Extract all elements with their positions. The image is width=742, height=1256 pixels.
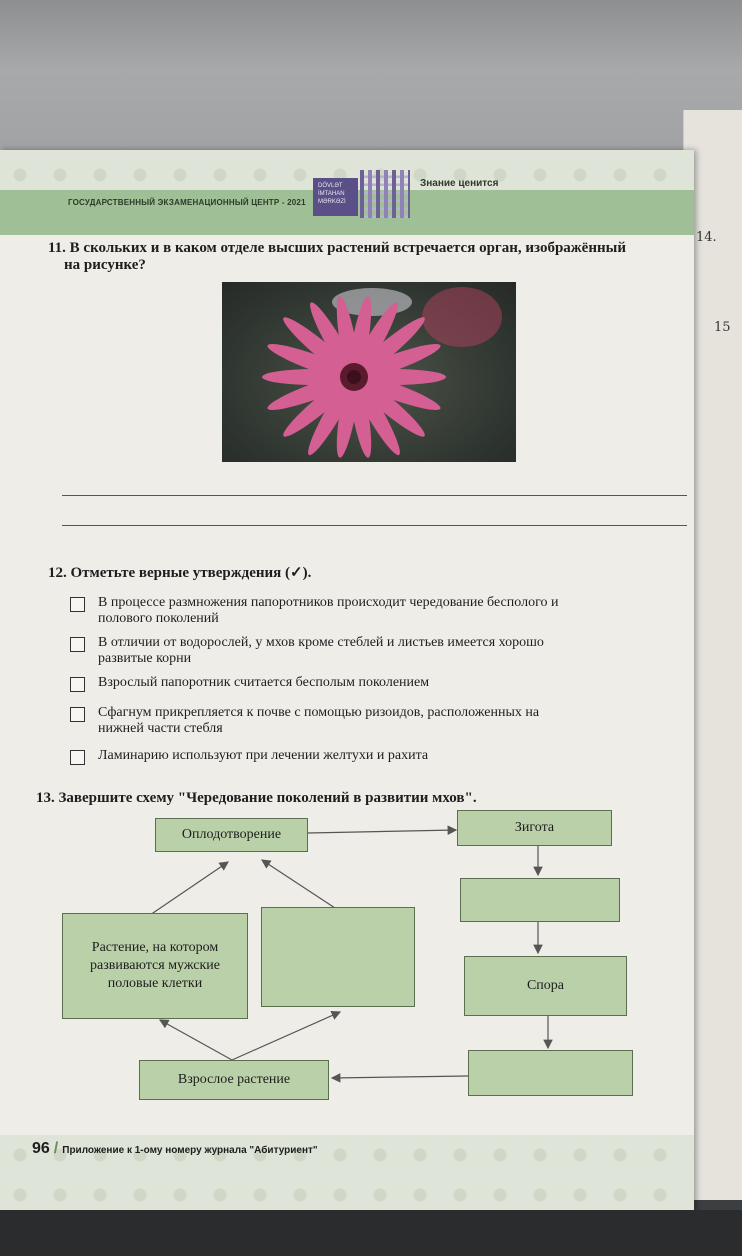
q11-title-line: 11. В скольких и в каком отделе высших растений встречается орган, изображённый: [48, 240, 626, 256]
box-blank-protonema[interactable]: [468, 1050, 633, 1096]
statement-line: развитые корни: [98, 651, 192, 666]
box-line: Растение, на котором: [91, 940, 219, 955]
statement-line: В отличии от водорослей, у мхов кроме стеблей и листьев имеется хорошо: [98, 635, 544, 650]
logo-line: İMTAHAN: [318, 191, 345, 197]
background-cloth: [0, 0, 742, 175]
box-zygote: Зигота: [457, 810, 612, 846]
footer-text: Приложение к 1-ому номеру журнала "Абитуриент": [62, 1145, 318, 1156]
table-surface: [0, 1210, 742, 1256]
statement-line: нижней части стебля: [98, 721, 223, 736]
box-blank-sporophyte[interactable]: [460, 878, 620, 922]
box-line: развиваются мужские: [89, 958, 221, 973]
statement-line: Взрослый папоротник считается бесполым поколением: [98, 675, 430, 690]
next-page-question-number: 15: [714, 320, 731, 335]
logo-line: DÖVLƏT: [318, 183, 343, 189]
box-fertilization: Оплодотворение: [155, 818, 308, 852]
page-number: 96: [32, 1140, 50, 1157]
box-spore: Спора: [464, 956, 627, 1016]
logo-line: MƏRKƏZİ: [318, 199, 346, 205]
header-slogan: Знание ценится: [420, 178, 499, 189]
header-exam-center: ГОСУДАРСТВЕННЫЙ ЭКЗАМЕНАЦИОННЫЙ ЦЕНТР - 2021: [68, 198, 306, 207]
page-footer: [32, 1140, 318, 1158]
slash-icon: /: [53, 1140, 59, 1157]
statement-line: В процессе размножения папоротников происходит чередование бесполого и: [98, 595, 559, 610]
arrow: [308, 830, 456, 833]
next-page-question-number: 14.: [696, 230, 717, 245]
arrow: [262, 860, 335, 908]
statement-line: Ламинарию используют при лечении желтухи и рахита: [98, 748, 429, 763]
arrow: [332, 1076, 468, 1078]
box-adult-plant: Взрослое растение: [139, 1060, 329, 1100]
statement-line: полового поколений: [98, 611, 219, 626]
q12-title: 12. Отметьте верные утверждения (✓).: [48, 565, 312, 581]
box-male-plant: [62, 913, 248, 1019]
statement-line: Сфагнум прикрепляется к почве с помощью ризоидов, расположенных на: [98, 705, 540, 720]
arrow: [150, 862, 228, 915]
box-blank-female-plant[interactable]: [261, 907, 415, 1007]
arrow: [160, 1020, 232, 1060]
q11-title-line: на рисунке?: [64, 257, 146, 273]
arrow: [232, 1012, 340, 1060]
workbook-page: [0, 150, 694, 1215]
q13-title: 13. Завершите схему "Чередование поколений в развитии мхов".: [36, 790, 477, 806]
box-line: половые клетки: [107, 976, 203, 991]
